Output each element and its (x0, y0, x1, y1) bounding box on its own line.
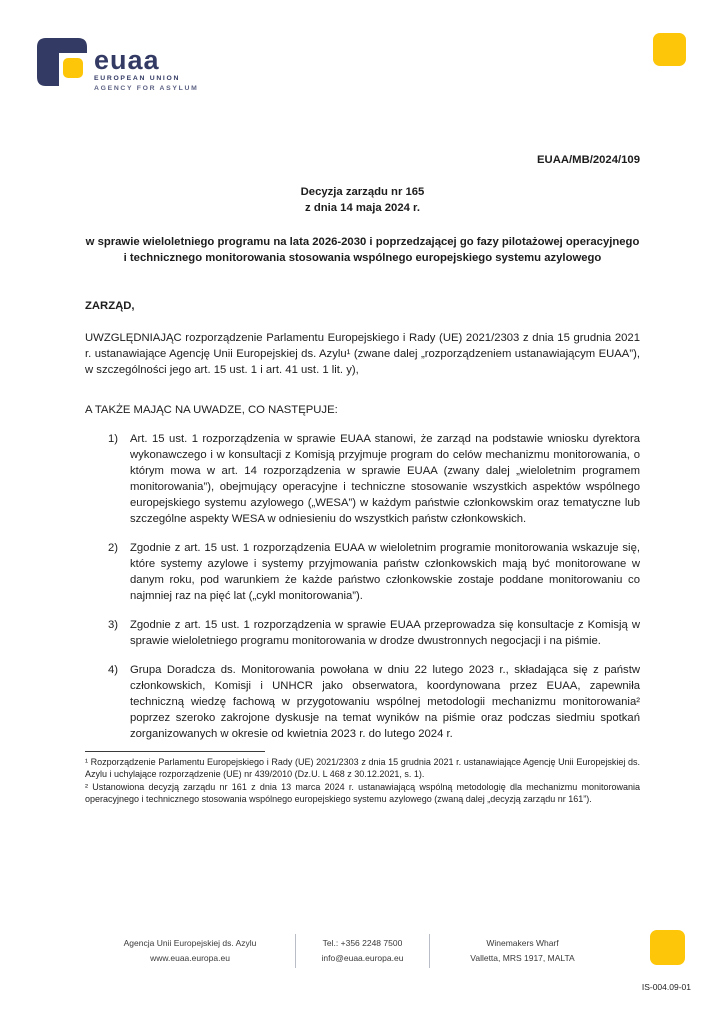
whereas-intro: A TAKŻE MAJĄC NA UWADZE, CO NASTĘPUJE: (85, 404, 338, 416)
footer-column-agency (85, 934, 295, 968)
decision-title (85, 184, 640, 216)
euaa-logo (37, 38, 198, 92)
footnote: ² Ustanowiona decyzją zarządu nr 161 z dnia 13 marca 2024 r. ustanawiającą wspólną metodologię dla mechanizmu monitorowania operacyjnego i technicznego stosowania wspólnego europejskiego systemu azylowego (zwaną dalej „decyzją zarządu nr 161”). (85, 781, 640, 805)
decorative-corner-square-bottom (650, 930, 685, 965)
list-item-text: Zgodnie z art. 15 ust. 1 rozporządzenia EUAA w wieloletnim programie monitorowania wskazuje się, które systemy azylowe i systemy przyjmowania państw członkowskich mają być monitorowane w danym roku, pod warunkiem że każde państwo członkowskie zostaje poddane monitorowaniu co najmniej raz na pięć lat („cykl monitorowania”). (130, 542, 640, 602)
decorative-corner-square-top (653, 33, 686, 66)
list-item-text: Art. 15 ust. 1 rozporządzenia w sprawie EUAA stanowi, że zarząd na podstawie wniosku dyrektora wykonawczego i w konsultacji z Komisją przyjmuje program do celów mechanizmu monitorowania, o którym mowa w art. 14 rozporządzenia w sprawie EUAA (zwany dalej „wieloletnim programem monitorowania”), obejmujący operacyjne i techniczne stosowanie wszystkich aspektów wspólnego europejskiego systemu azylowego („WESA”) w każdym państwie członkowskim oraz tematyczne lub szczególne aspekty WESA w odniesieniu do wszystkich państw członkowskich. (130, 433, 640, 525)
euaa-logo-text (94, 38, 198, 92)
footer-website: www.euaa.europa.eu (150, 953, 230, 963)
footer-column-contact (295, 934, 430, 968)
logo-subtitle-european-union: EUROPEAN UNION (94, 75, 181, 82)
list-item (108, 662, 640, 742)
footer-email: info@euaa.europa.eu (321, 953, 404, 963)
list-item-number: 3) (108, 619, 119, 631)
whereas-list (85, 431, 640, 742)
footnote-separator (85, 751, 265, 752)
list-item (108, 431, 640, 527)
list-item-number: 1) (108, 433, 119, 445)
euaa-logo-icon (37, 38, 87, 86)
page-footer (85, 934, 615, 968)
list-item-text: Zgodnie z art. 15 ust. 1 rozporządzenia w sprawie EUAA przeprowadza się konsultacje z Komisją w sprawie wieloletniego programu monitorowania w drodze dwustronnych negocjacji i na piśmie. (130, 619, 640, 647)
having-regard-paragraph: UWZGLĘDNIAJĄC rozporządzenie Parlamentu Europejskiego i Rady (UE) 2021/2303 z dnia 15 grudnia 2021 r. ustanawiające Agencję Unii Europejskiej ds. Azylu¹ (zwane dalej „rozporządzeniem ustanawiającym EUAA”), w szczególności jego art. 15 ust. 1 i art. 41 ust. 1 lit. y), (85, 332, 640, 376)
list-item-text: Grupa Doradcza ds. Monitorowania powołana w dniu 22 lutego 2023 r., składająca się z państw członkowskich, Komisji i UNHCR jako obserwatora, koordynowana przez EUAA, zapewniła techniczną wiedzę fachową w przygotowaniu wspólnej metodologii mechanizmu monitorowania² poprzez szeroko zakrojone dyskusje na temat wyników na piśmie oraz podczas siedmiu spotkań zorganizowanych w okresie od kwietnia 2023 r. do lutego 2024 r. (130, 664, 640, 740)
list-item-number: 2) (108, 542, 119, 554)
logo-subtitle-agency-for-asylum: AGENCY FOR ASYLUM (94, 84, 199, 92)
opening-word: ZARZĄD, (85, 300, 135, 312)
footnotes (85, 756, 640, 806)
list-item (108, 540, 640, 604)
list-item (108, 617, 640, 649)
footer-address-line1: Winemakers Wharf (486, 938, 559, 948)
footer-agency-name: Agencja Unii Europejskiej ds. Azylu (123, 938, 257, 948)
footer-phone: Tel.: +356 2248 7500 (322, 938, 403, 948)
footnote: ¹ Rozporządzenie Parlamentu Europejskiego i Rady (UE) 2021/2303 z dnia 15 grudnia 2021 r. ustanawiające Agencję Unii Europejskiej ds. Azylu i uchylające rozporządzenie (UE) nr 439/2010 (Dz.U. L 468 z 30.12.2021, s. 1). (85, 757, 640, 780)
document-reference: EUAA/MB/2024/109 (537, 154, 640, 166)
document-content (85, 152, 640, 806)
footer-address-line2: Valletta, MRS 1917, MALTA (470, 953, 575, 963)
footer-column-address (430, 934, 615, 968)
decision-title-line2: z dnia 14 maja 2024 r. (305, 202, 420, 214)
decision-subject: w sprawie wieloletniego programu na lata 2026-2030 i poprzedzającej go fazy pilotażowej operacyjnego i technicznego monitorowania stosowania wspólnego europejskiego systemu azylowego (85, 236, 640, 264)
euaa-wordmark: euaa (94, 45, 160, 75)
list-item-number: 4) (108, 664, 119, 676)
document-code: IS-004.09-01 (641, 982, 691, 992)
decision-title-line1: Decyzja zarządu nr 165 (300, 186, 425, 198)
